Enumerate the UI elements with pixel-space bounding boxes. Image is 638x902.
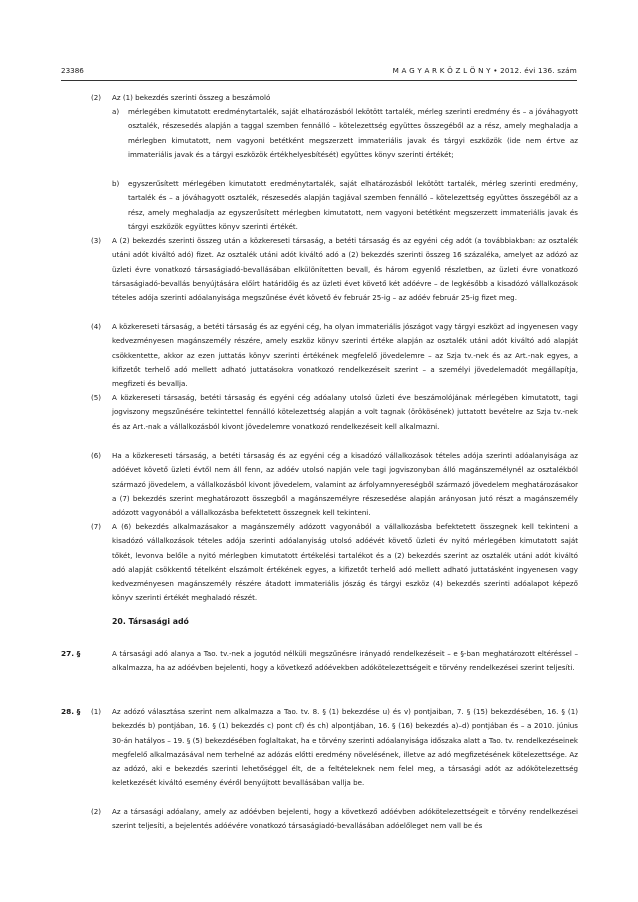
paragraph-text: A (2) bekezdés szerinti összeg után a közkereseti társaság, a betéti társaság és az egyéni cég adót (a továbbiakban: az osztalék utáni adót kiváltó adó) fizet. Az osztalék utáni adót kiváltó adó a (2) bekezdés szerinti összeg 16 százaléka, amelyet az adózó az üzleti évre vonatkozó társaságiadó-bevallásában elkülönítetten bevall, és három egyenlő részletben, az üzleti évre vonatkozó társaságiadó-bevallás benyújtására előírt határidőig és az üzleti évet követő két adóévre – de legkésőbb a kisadózó vállalkozások tételes adója szerinti adóalanyisága megszűnése évét követő év február 25-ig – az adóév február 25-ig fizet meg.	[112, 236, 578, 303]
paragraph-text: Az a társasági adóalany, amely az adóévben bejelenti, hogy a következő adóévben adókötelezettségeit e törvény rendelkezései szerint teljesíti, a bejelentés adóévére vonatkozó társaságiadó-bevallásában adóelőleget nem vall be és	[112, 807, 578, 831]
paragraph-text: A közkereseti társaság, betéti társaság és egyéni cég adóalany utolsó üzleti éve beszámolójának mérlegében kimutatott, tagi jogviszony megszűnésére tekintettel fennálló kötelezettség alapján a volt tagnak (örökösének) juttatott bevételre az Szja tv.-nek és az Art.-nak a vállalkozásból kivont jövedelemre vonatkozó rendelkezéseit kell alkalmazni.	[112, 393, 578, 431]
paragraph-text: Ha a közkereseti társaság, a betéti társaság és az egyéni cég a kisadózó vállalkozások tételes adója szerinti adóalanyisága az adóévet követő üzleti évtől nem áll fenn, az adóév utolsó napján vele tagi jogviszonyban álló magánszemélynél az osztalékból származó jövedelem, a vállalkozásból kivont jövedelem, valamint az árfolyamnyereségből származó jövedelem meghatározásakor a (7) bekezdés szerint meghatározott összegből a magánszemélyre részesedése alapján arányosan jutó részt a magánszemély adózott vagyonából a vállalkozásba befektetett összegnek kell tekinteni.	[112, 451, 578, 518]
section-number: 28. §	[61, 707, 81, 716]
point-label: a)	[112, 107, 120, 116]
paragraph-label: (7)	[91, 522, 102, 531]
paragraph-label: (2)	[91, 807, 102, 816]
paragraph-label: (3)	[91, 236, 102, 245]
header-rule	[61, 80, 577, 81]
paragraph-text: Az (1) bekezdés szerinti összeg a beszámoló	[112, 93, 271, 102]
paragraph-text: Az adózó választása szerint nem alkalmazza a Tao. tv. 8. § (1) bekezdése u) és v) pontjaiban, 7. § (15) bekezdésében, 16. § (1) bekezdés b) pontjában, 16. § (1) bekezdés c) pont cf) és ch) alpontjában, 16. § (16) bekezdés a)–d) pontjában és – a 2010. június 30-án hatályos – 19. § (5) bekezdésében foglaltakat, ha e törvény szerinti adóalanyisága időszaka alatt a Tao. tv. rendelkezéseinek megfelelő alkalmazásával nem terhelné az adózás előtti eredmény növelésének, illetve az adó megfizetésének kötelezettsége. Az az adózó, aki e bekezdés szerinti lehetőséggel élt, de a feltételeknek nem felel meg, a társasági adót az adókötelezettség keletkezését kiváltó esemény évéről benyújtott bevallásában vallja be.	[112, 707, 578, 788]
paragraph-label: (5)	[91, 393, 102, 402]
journal-title: M A G Y A R K Ö Z L Ö N Y • 2012. évi 136. szám	[392, 66, 577, 75]
page-header	[61, 64, 577, 78]
paragraph-label: (6)	[91, 451, 102, 460]
point-text: egyszerűsített mérlegében kimutatott eredménytartalék, saját elhatározásból lekötött tartalék, mérleg szerinti eredmény, tartalék és – a jóváhagyott osztalék, részesedés alapján tagjával szemben fennálló – kötelezettség együttes összegéből az a rész, amely meghaladja az egyszerűsített mérlegben kimutatott, nem vagyoni betétként megszerzett immateriális javak és tárgyi eszközök együttes könyv szerinti értékét.	[128, 179, 578, 231]
section-text: A társasági adó alanya a Tao. tv.-nek a jogutód nélküli megszűnésre irányadó rendelkezéseit – e §-ban meghatározott eltéréssel – alkalmazza, ha az adóévben bejelenti, hogy a következő adóévekben adókötelezettségeit e törvény rendelkezései szerint teljesíti.	[112, 649, 578, 673]
paragraph-label: (2)	[91, 93, 102, 102]
page-number: 23386	[61, 66, 84, 75]
section-number: 27. §	[61, 649, 81, 658]
point-label: b)	[112, 179, 120, 188]
section-heading: 20. Társasági adó	[112, 617, 189, 626]
paragraph-text: A (6) bekezdés alkalmazásakor a magánszemély adózott vagyonából a vállalkozásba befektetett összegnek kell tekinteni a kisadózó vállalkozások tételes adója szerinti adóalanyiság utolsó adóévét követő üzleti év nyitó mérlegében kimutatott saját tőkét, levonva belőle a nyitó mérlegben kimutatott értékelési tartalékot és a (2) bekezdés szerint az osztalék utáni adót kiváltó adó alapját csökkentő tételként elszámolt értékének egyes, a kifizetőt terhelő adó mellett adható juttatásként ingyenesen vagy kedvezményesen magánszemély részére átadott immateriális jószág és tárgyi eszköz (4) bekezdés szerinti adóalapot képező könyv szerinti értékét meghaladó részét.	[112, 522, 578, 603]
paragraph-label: (4)	[91, 322, 102, 331]
paragraph-text: A közkereseti társaság, a betéti társaság és az egyéni cég, ha olyan immateriális jószágot vagy tárgyi eszközt ad ingyenesen vagy kedvezményesen magánszemély részére, amely eszköz könyv szerinti értéke alapján az osztalék utáni adót kiváltó adó alapját csökkentette, akkor az ezen juttatás könyv szerinti értékének megfelelő jövedelemre – az Szja tv.-nek és az Art.-nak egyes, a kifizetőt terhelő adó mellett adható juttatásokra vonatkozó rendelkezéseit szerint – a személyi jövedelemadót megállapítja, megfizeti és bevallja.	[112, 322, 578, 389]
point-text: mérlegében kimutatott eredménytartalék, saját elhatározásból lekötött tartalék, mérleg szerinti eredmény és – a jóváhagyott osztalék, részesedés alapján a taggal szemben fennálló – kötelezettség együttes összegéből az a rész, amely meghaladja a mérlegben kimutatott, nem vagyoni betétként megszerzett immateriális javak és tárgyi eszközök (ide nem értve az immateriális javak és a tárgyi eszközök értékhelyesbítését) együttes könyv szerinti értékét;	[128, 107, 578, 159]
paragraph-label: (1)	[91, 707, 102, 716]
